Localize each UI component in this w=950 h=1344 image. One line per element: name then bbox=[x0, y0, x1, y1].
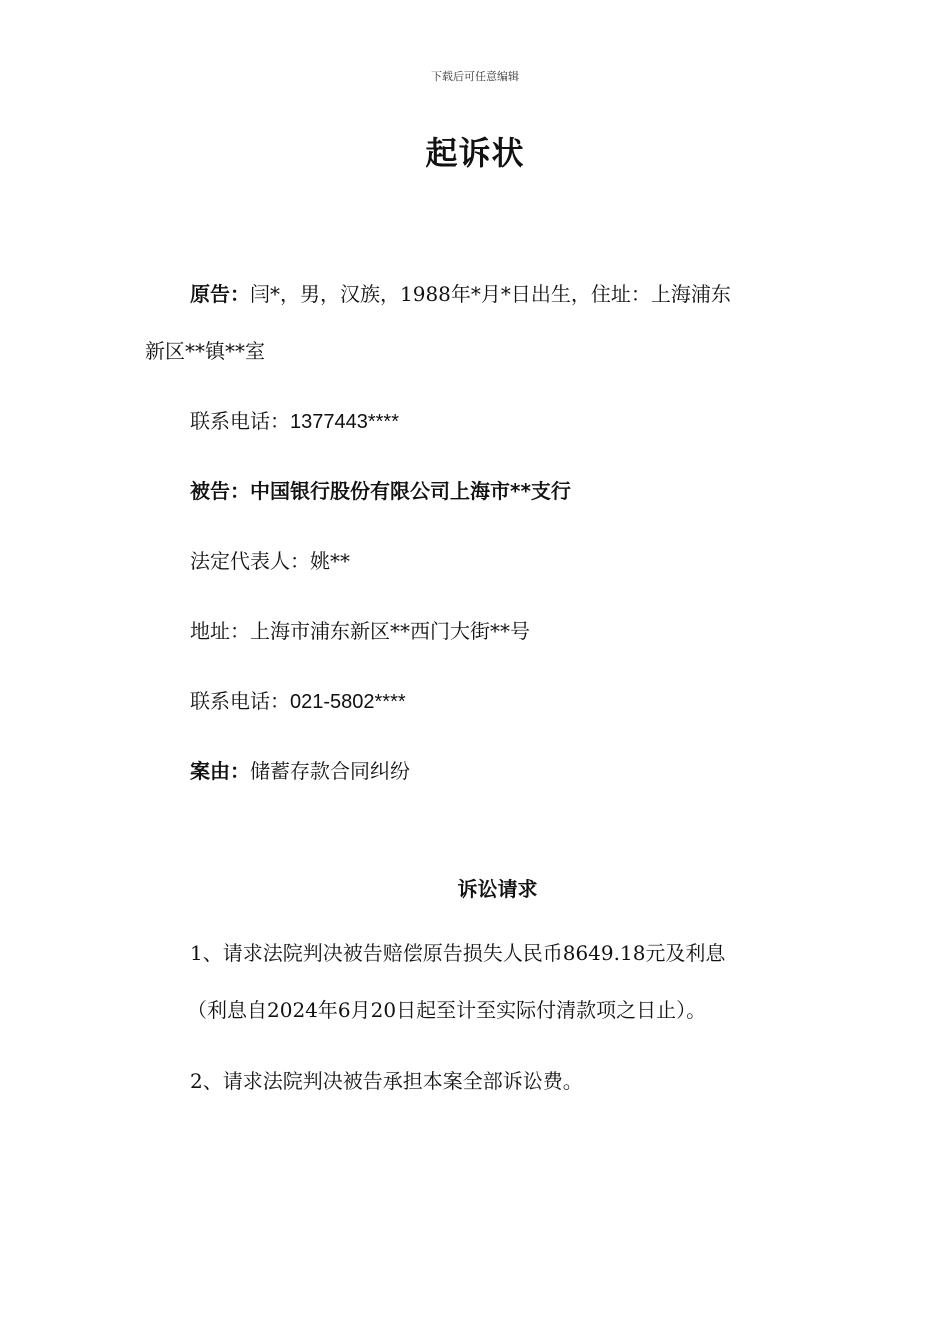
cause-colon: ： bbox=[230, 759, 250, 783]
plaintiff-info: 闫*，男，汉族，1988年*月*日出生，住址：上海浦东 bbox=[250, 282, 731, 306]
plaintiff-colon: ： bbox=[230, 282, 250, 306]
legal-rep-name: 姚** bbox=[310, 549, 350, 573]
cause-line bbox=[190, 759, 410, 783]
defendant-colon: ： bbox=[230, 479, 250, 503]
defendant-phone-line bbox=[190, 689, 406, 714]
defendant-label: 被告 bbox=[190, 479, 230, 503]
plaintiff-phone-line bbox=[190, 409, 399, 434]
claim-2: 2、请求法院判决被告承担本案全部诉讼费。 bbox=[190, 1069, 583, 1093]
defendant-line bbox=[190, 479, 571, 503]
address-value: 上海市浦东新区**西门大街**号 bbox=[250, 619, 530, 643]
defendant-phone: 021-5802**** bbox=[290, 691, 406, 713]
plaintiff-phone: 1377443**** bbox=[290, 411, 399, 433]
document-title: 起诉状 bbox=[425, 134, 525, 172]
cause-value: 储蓄存款合同纠纷 bbox=[250, 759, 410, 783]
legal-representative-line bbox=[190, 549, 350, 573]
defendant-phone-label: 联系电话： bbox=[190, 689, 290, 713]
defendant-name: 中国银行股份有限公司上海市**支行 bbox=[250, 479, 571, 503]
claim-1-line-1: 1、请求法院判决被告赔偿原告损失人民币8649.18元及利息 bbox=[190, 941, 726, 965]
address-line bbox=[190, 619, 530, 643]
legal-rep-label: 法定代表人： bbox=[190, 549, 310, 573]
plaintiff-line bbox=[190, 282, 731, 306]
address-label: 地址： bbox=[190, 619, 250, 643]
plaintiff-address-continuation: 新区**镇**室 bbox=[145, 339, 265, 363]
cause-label: 案由 bbox=[190, 759, 230, 783]
plaintiff-phone-label: 联系电话： bbox=[190, 409, 290, 433]
header-note: 下载后可任意编辑 bbox=[431, 70, 519, 83]
claim-1-line-2: （利息自2024年6月20日起至计至实际付清款项之日止）。 bbox=[187, 998, 707, 1022]
claims-heading: 诉讼请求 bbox=[457, 877, 538, 901]
plaintiff-label: 原告 bbox=[190, 282, 230, 306]
